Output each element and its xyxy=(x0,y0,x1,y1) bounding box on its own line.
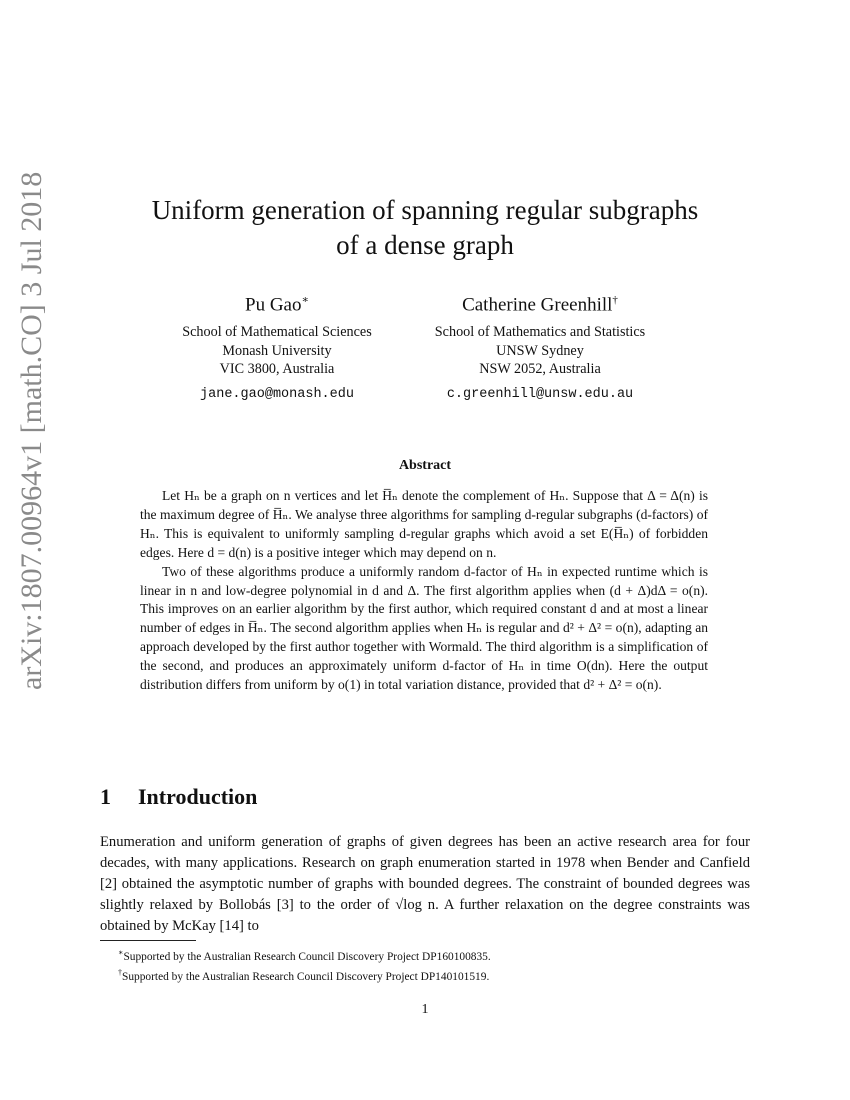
affiliation-line: School of Mathematical Sciences xyxy=(182,324,372,341)
abstract-heading: Abstract xyxy=(398,458,452,473)
section-title: Introduction xyxy=(138,784,258,809)
section-number: 1 xyxy=(100,784,111,809)
title-line-2: of a dense graph xyxy=(336,230,514,260)
affiliation-line: School of Mathematics and Statistics xyxy=(434,324,646,341)
affiliation-line: NSW 2052, Australia xyxy=(479,361,601,378)
author-block-1 xyxy=(152,287,402,404)
abstract-paragraph: Two of these algorithms produce a uniformly random d-factor of Hₙ in expected runtime which is linear in n and low-degree polynomial in d and Δ. The first algorithm applies when (d + Δ)dΔ = o(n). This improves on an earlier algorithm by the first author, which required constant d and at most a linear number of edges in H̅ₙ. The second algorithm applies when Hₙ is regular and d² + Δ² = o(n), adapting an approach developed by the first author together with Wormald. The third algorithm is a simplification of the second, and produces an approximately uniform d-factor of Hₙ in time O(dn). Here the output distribution differs from uniform by o(1) in total variation distance, provided that d² + Δ² = o(n). xyxy=(140,563,708,693)
affiliation-line: Monash University xyxy=(222,342,332,359)
author-block-2 xyxy=(420,287,660,404)
abstract-paragraph: Let Hₙ be a graph on n vertices and let H̅ₙ denote the complement of Hₙ. Suppose that Δ = Δ(n) is the maximum degree of H̅ₙ. We analyse three algorithms for sampling d-regular subgraphs (d-factors) of Hₙ. This is equivalent to uniformly sampling d-regular graphs which avoid a set E(H̅ₙ) of forbidden edges. Here d = d(n) is a positive integer which may depend on n. xyxy=(140,488,708,560)
author-name: Catherine Greenhill† xyxy=(462,294,618,316)
author-email[interactable]: c.greenhill@unsw.edu.au xyxy=(446,386,634,402)
footnotes xyxy=(100,945,750,985)
section-body xyxy=(100,832,750,937)
arxiv-identifier-stamp: arXiv:1807.00964v1 [math.CO] 3 Jul 2018 xyxy=(15,171,48,690)
author-email[interactable]: jane.gao@monash.edu xyxy=(200,386,354,402)
page-number: 1 xyxy=(421,1002,429,1017)
footnote-divider xyxy=(100,940,196,941)
paper-title xyxy=(100,193,750,263)
affiliation-line: VIC 3800, Australia xyxy=(219,361,335,378)
author-name: Pu Gao∗ xyxy=(245,294,309,316)
footnote-item: ∗Supported by the Australian Research Council Discovery Project DP160100835. xyxy=(118,948,491,963)
body-paragraph: Enumeration and uniform generation of graphs of given degrees has been an active research area for four decades, with many applications. Research on graph enumeration started in 1978 when Bender and Canfield [2] obtained the asymptotic number of graphs with bounded degrees. The constraint of bounded degrees was slightly relaxed by Bollobás [3] to the order of √log n. A further relaxation on the degree constraints was obtained by McKay [14] to xyxy=(100,834,750,935)
footnote-item: †Supported by the Australian Research Council Discovery Project DP140101519. xyxy=(118,967,490,983)
affiliation-line: UNSW Sydney xyxy=(496,342,584,359)
section-heading xyxy=(100,784,257,810)
abstract-body xyxy=(140,487,708,695)
title-line-1: Uniform generation of spanning regular subgraphs xyxy=(151,195,699,225)
